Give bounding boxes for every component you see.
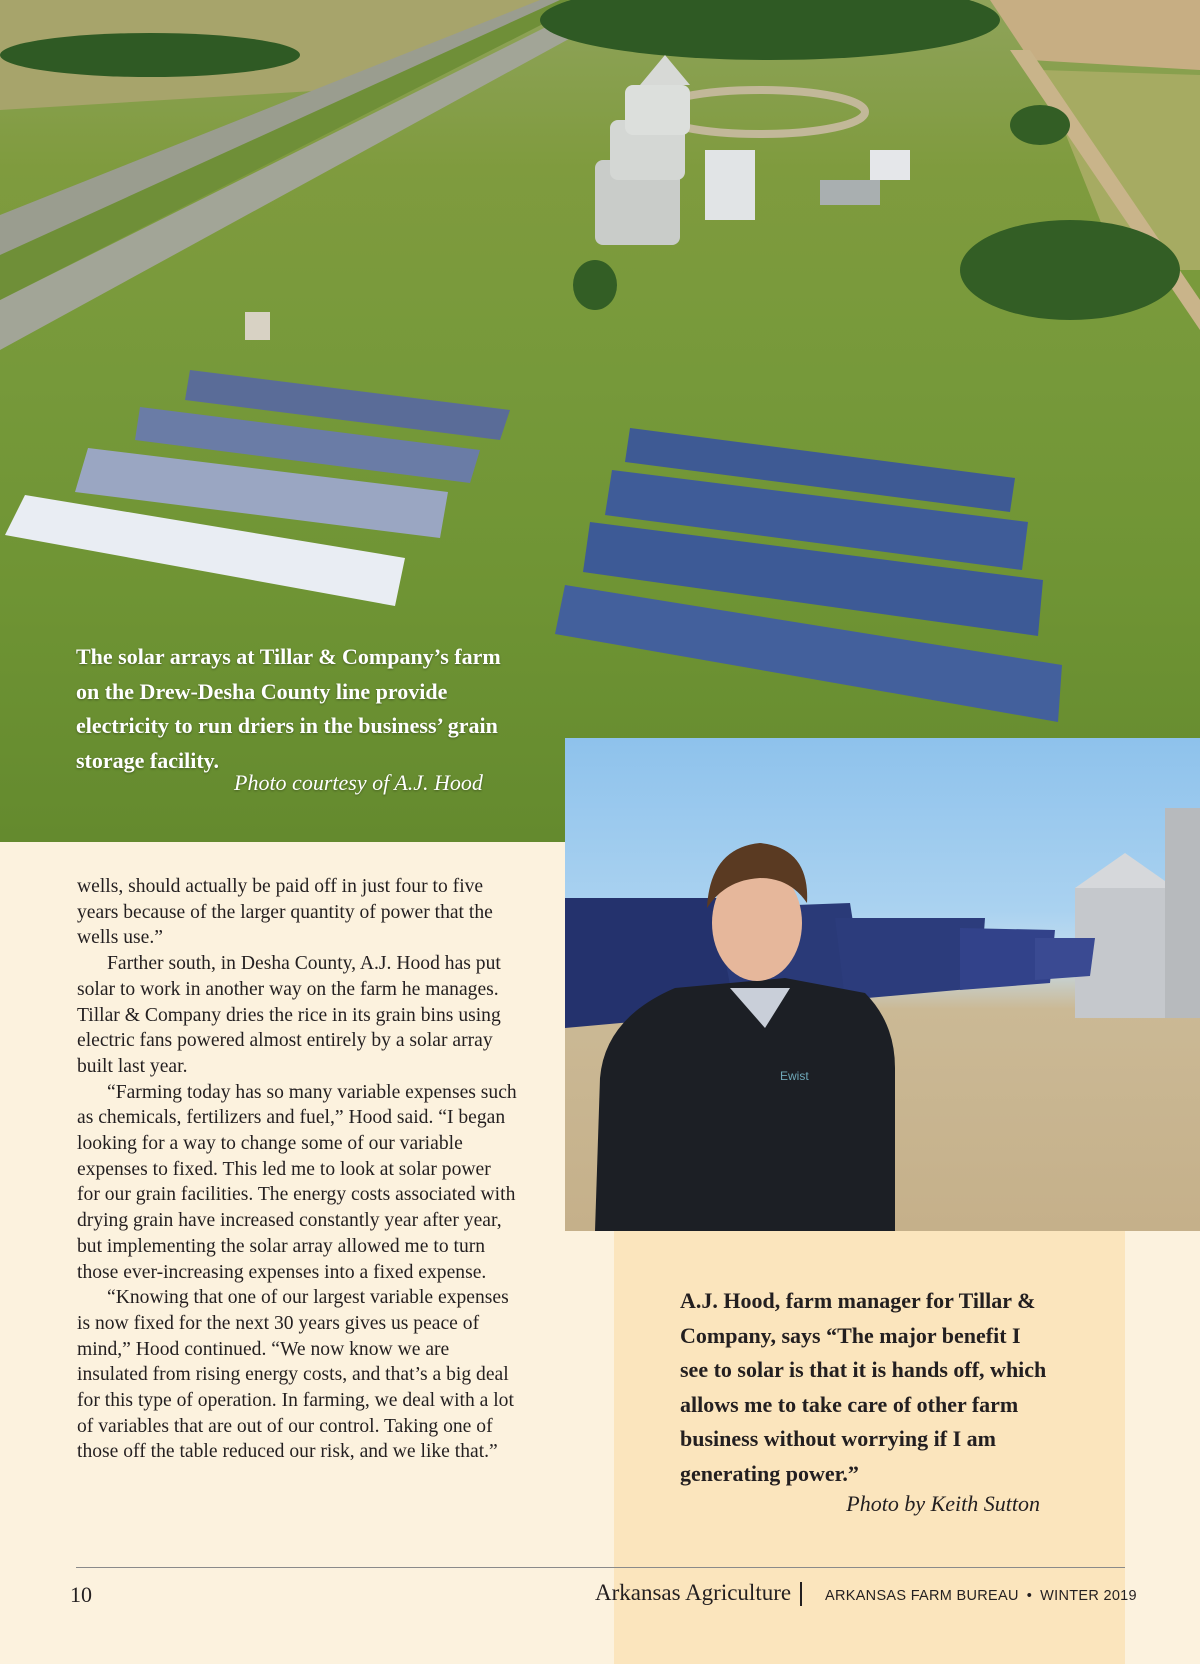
aerial-photo-credit: Photo courtesy of A.J. Hood <box>234 770 483 795</box>
portrait-photo <box>565 738 1200 1231</box>
body-paragraph: wells, should actually be paid off in just four to five years because of the larger quantity of power that the wells use.” <box>77 876 493 949</box>
footer-separator <box>800 1582 802 1606</box>
solar-array-left <box>5 370 510 606</box>
issue-date: WINTER 2019 <box>1040 1588 1137 1604</box>
aerial-photo-caption: The solar arrays at Tillar & Company’s farm on the Drew-Desha County line provide electricity to run driers in the business’ grain storage facility. <box>76 644 501 773</box>
portrait-photo-credit: Photo by Keith Sutton <box>846 1491 1040 1516</box>
body-paragraph: Farther south, in Desha County, A.J. Hood has put solar to work in another way on the farm he manages. Tillar & Company dries the rice in its grain bins using electric fans powered almost entirely by a solar array built last year. <box>77 953 501 1077</box>
portrait-caption-text: A.J. Hood, farm manager for Tillar & Company, says “The major benefit I see to solar is that it is hands off, which allows me to take care of other farm business without worrying if I am generating power.” <box>680 1288 1047 1486</box>
publication-name: Arkansas Agriculture <box>595 1580 792 1605</box>
footer-divider <box>76 1567 1125 1568</box>
page-number: 10 <box>70 1582 92 1607</box>
solar-array-right <box>555 428 1062 722</box>
publication-info <box>825 1588 1137 1604</box>
shirt-logo: Ewist <box>780 1069 809 1083</box>
bullet-separator: • <box>1026 1588 1033 1604</box>
body-paragraph: “Farming today has so many variable expenses such as chemicals, fertilizers and fuel,” Hood said. “I began looking for a way to change some of our variable expenses to fixed. This led me to look at solar power for our grain facilities. The energy costs associated with drying grain have increased constantly year after year, but implementing the solar array allowed me to turn those ever-increasing expenses into a fixed expense. <box>77 1081 517 1283</box>
portrait-illustration <box>565 738 1200 1231</box>
organization-name: ARKANSAS FARM BUREAU <box>825 1588 1019 1604</box>
body-paragraph: “Knowing that one of our largest variable expenses is now fixed for the next 30 years gives us peace of mind,” Hood continued. “We now know we are insulated from rising energy costs, and that’s a big deal for this type of operation. In farming, we deal with a lot of variables that are out of our control. Taking one of those off the table reduced our risk, and we like that.” <box>77 1287 514 1463</box>
article-body <box>77 874 517 1465</box>
